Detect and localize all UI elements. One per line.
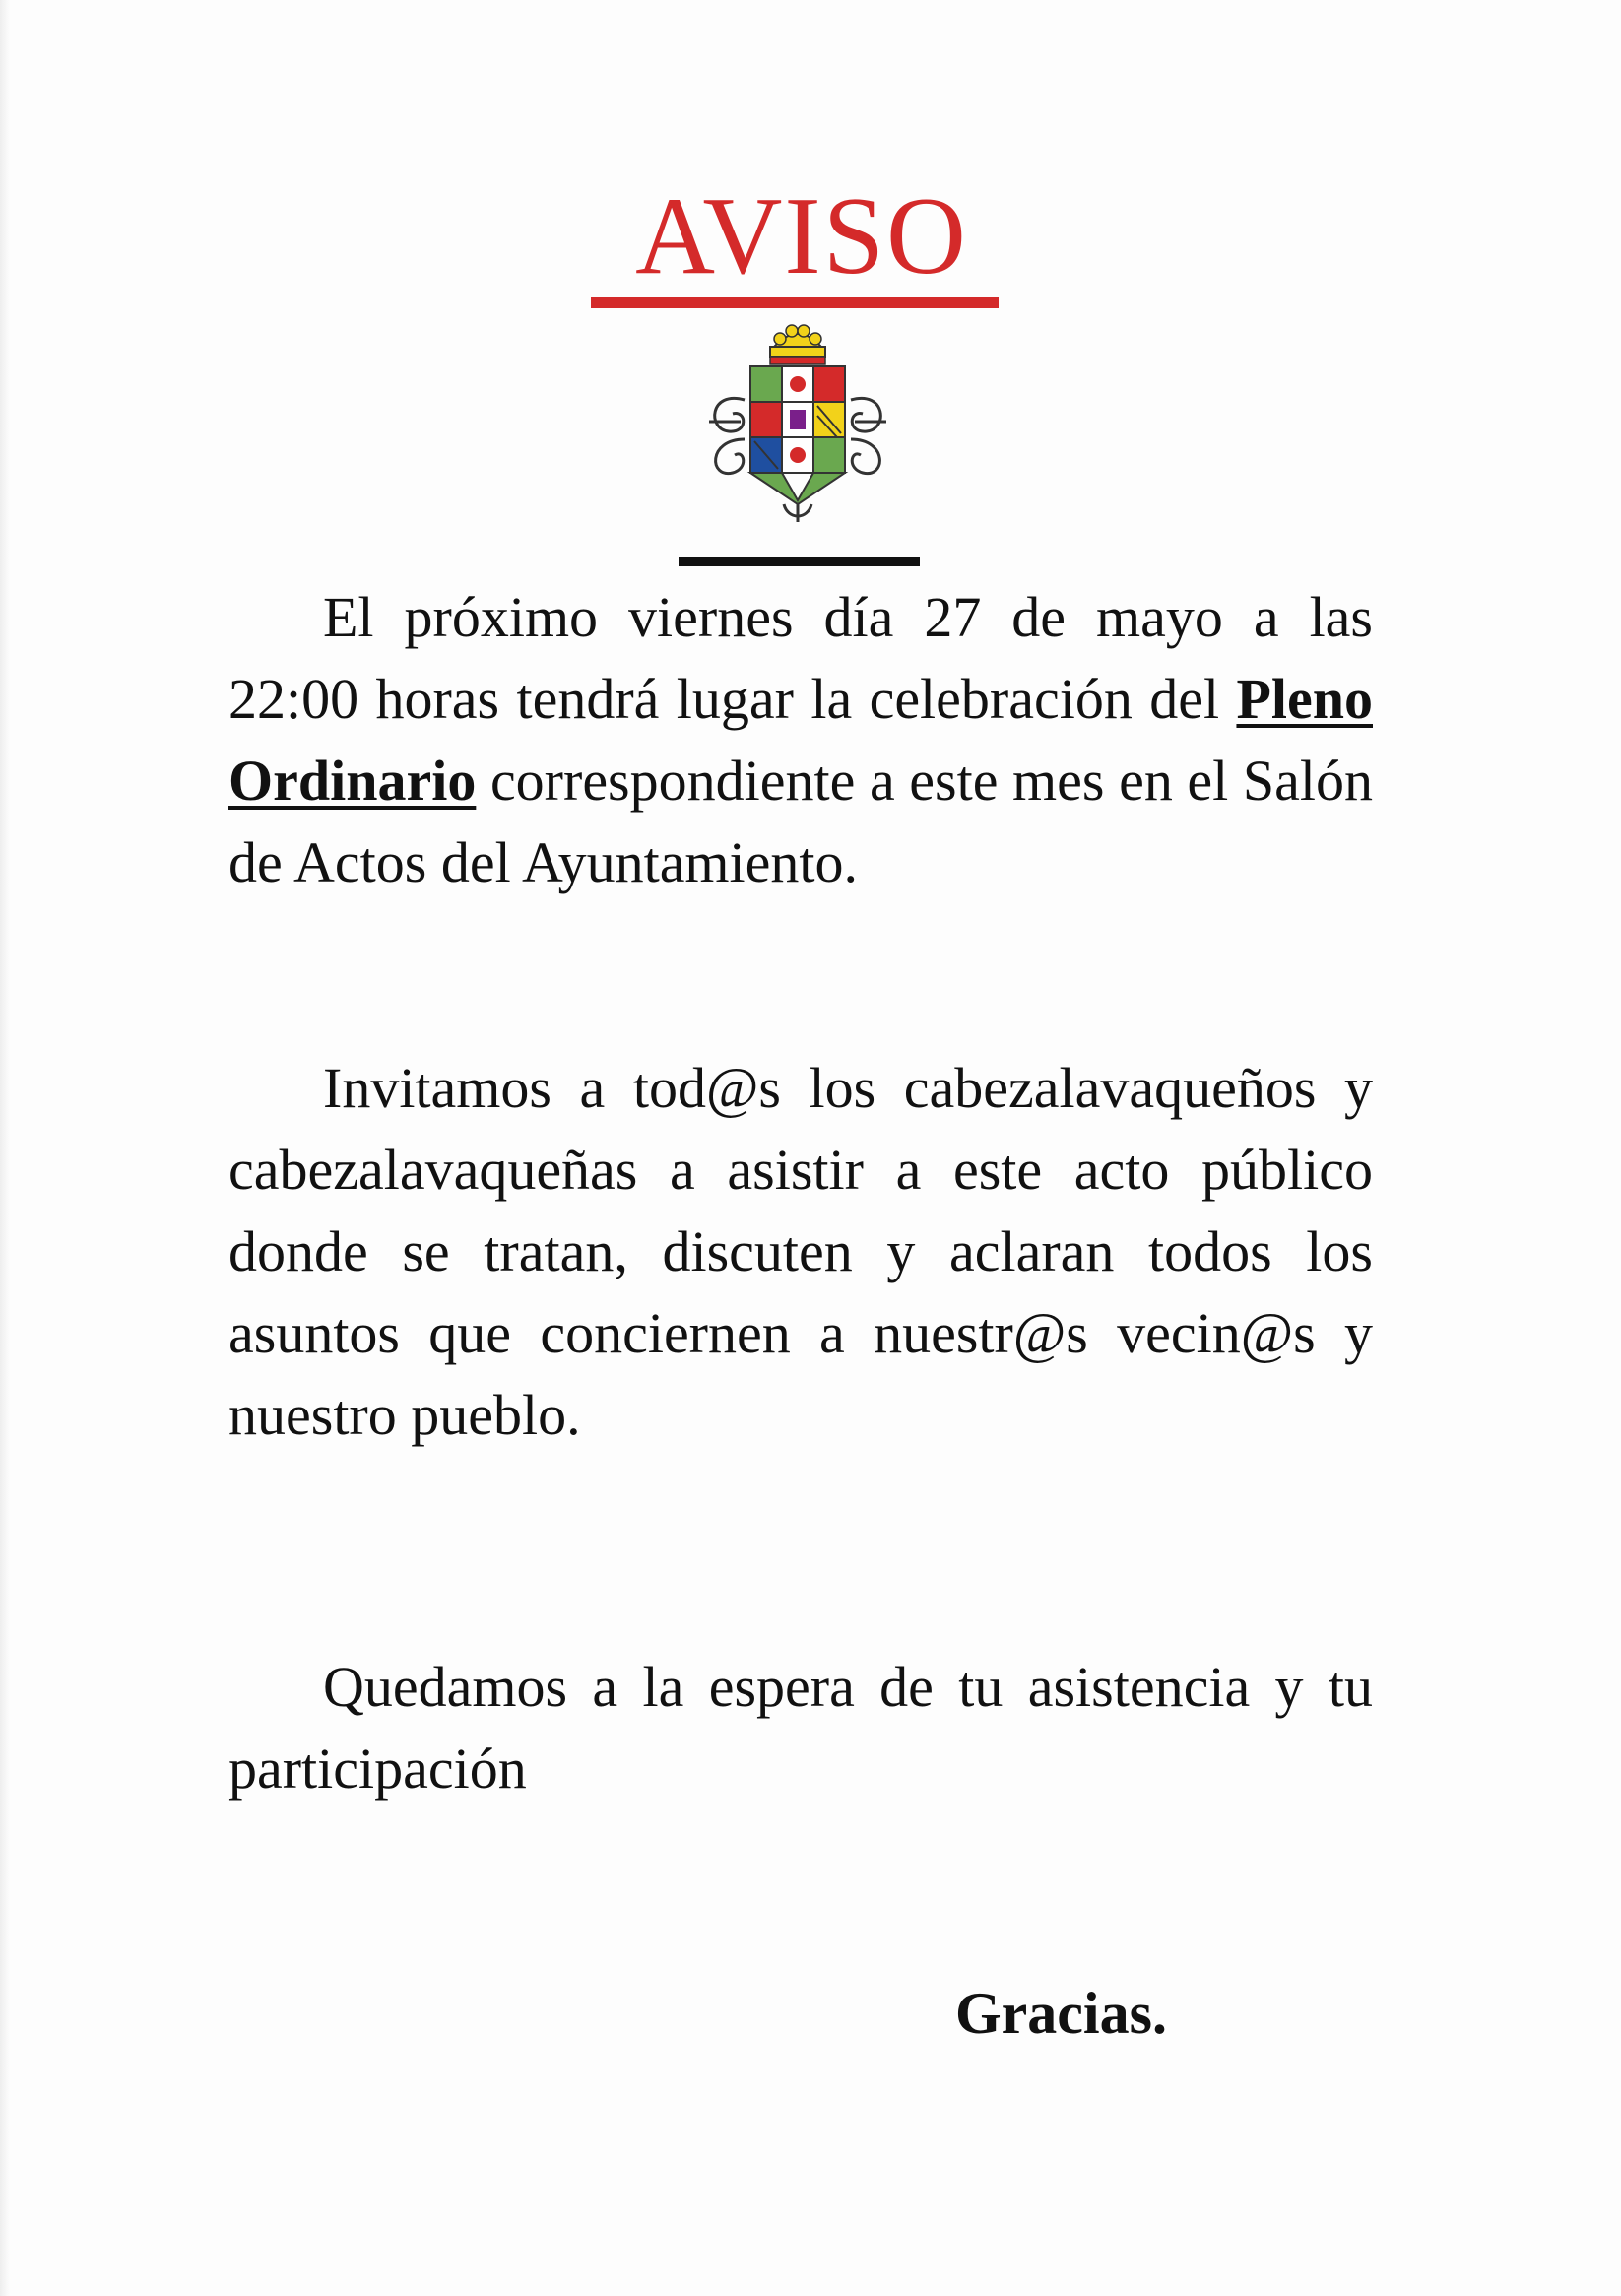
separator-rule — [679, 557, 920, 566]
paragraph-announcement — [228, 576, 1373, 903]
notice-title: AVISO — [635, 175, 968, 297]
closing-note-text: Quedamos a la espera de tu asistencia y tu participación — [228, 1655, 1373, 1801]
thanks-signoff: Gracias. — [955, 1981, 1167, 2046]
announcement-text-start: El próximo viernes día 27 de mayo a las 22:00 horas tendrá lugar la celebración del — [228, 585, 1373, 731]
announcement-text-end: correspondiente a este mes en el Salón de Actos del Ayuntamiento. — [228, 749, 1373, 894]
coat-of-arms-icon — [689, 311, 906, 528]
pleno-ordinario-highlight: Pleno Ordinario — [228, 667, 1373, 813]
paragraph-invitation — [228, 1047, 1373, 1456]
title-underline — [591, 297, 999, 308]
scan-edge-shadow — [0, 0, 10, 2296]
invitation-text: Invitamos a tod@s los cabezalavaqueños y cabezalavaqueñas a asistir a este acto público donde se tratan, discuten y aclaran todos los asuntos que conciernen a nuestr@s vecin@s y nuestro pueblo. — [228, 1056, 1373, 1447]
paragraph-closing-note — [228, 1646, 1373, 1809]
